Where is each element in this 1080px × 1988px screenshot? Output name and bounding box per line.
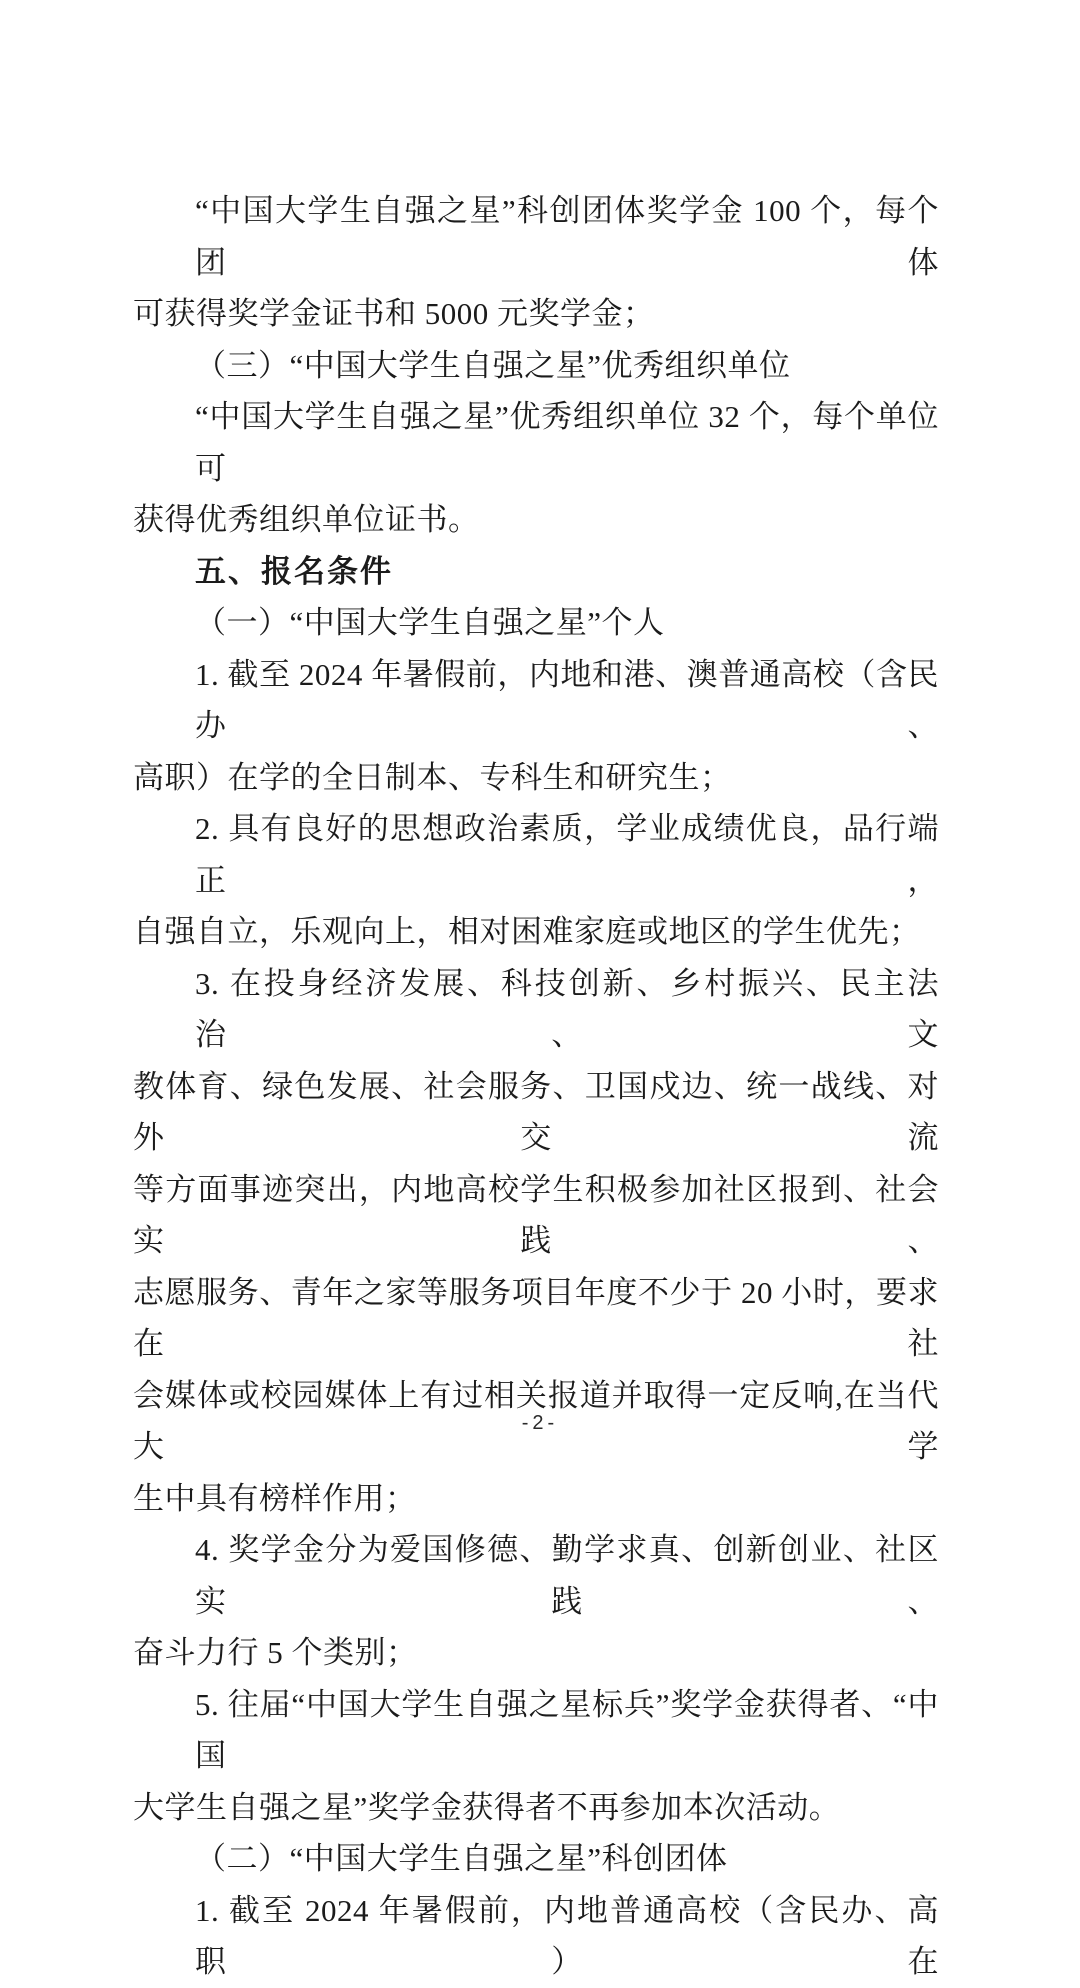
text-line: 5. 往届“中国大学生自强之星标兵”奖学金获得者、“中国	[195, 1686, 939, 1773]
document-body	[133, 185, 939, 1988]
text-line: （二）“中国大学生自强之星”科创团体	[195, 1841, 728, 1876]
text-line: “中国大学生自强之星”科创团体奖学金 100 个，每个团体	[195, 193, 939, 280]
text-line: 可获得奖学金证书和 5000 元奖学金；	[133, 296, 655, 331]
text-line: （三）“中国大学生自强之星”优秀组织单位	[195, 347, 791, 383]
text-line: 自强自立，乐观向上，相对困难家庭或地区的学生优先；	[133, 914, 921, 949]
page-footer	[0, 1412, 1080, 1435]
text-line: 等方面事迹突出，内地高校学生积极参加社区报到、社会实践、	[133, 1171, 939, 1258]
text-line: 会媒体或校园媒体上有过相关报道并取得一定反响,在当代大学	[133, 1377, 939, 1464]
text-line: （一）“中国大学生自强之星”个人	[195, 605, 665, 640]
text-line: 1. 截至 2024 年暑假前，内地和港、澳普通高校（含民办、	[195, 656, 939, 743]
text-line: 教体育、绿色发展、社会服务、卫国戍边、统一战线、对外交流	[133, 1068, 939, 1155]
text-line: 高职）在学的全日制本、专科生和研究生；	[133, 759, 732, 795]
section-heading: 五、报名条件	[195, 553, 393, 589]
page-number: -2-	[521, 1412, 559, 1434]
text-line: 2. 具有良好的思想政治素质，学业成绩优良，品行端正，	[195, 811, 939, 898]
text-line: 3. 在投身经济发展、科技创新、乡村振兴、民主法治、文	[195, 965, 939, 1052]
text-line: “中国大学生自强之星”优秀组织单位 32 个，每个单位可	[195, 399, 939, 486]
text-line: 1. 截至 2024 年暑假前，内地普通高校（含民办、高职）在	[195, 1892, 939, 1979]
text-line: 志愿服务、青年之家等服务项目年度不少于 20 小时，要求在社	[133, 1274, 939, 1361]
text-line: 大学生自强之星”奖学金获得者不再参加本次活动。	[133, 1789, 841, 1825]
text-line: 奋斗力行 5 个类别；	[133, 1635, 418, 1670]
text-line: 4. 奖学金分为爱国修德、勤学求真、创新创业、社区实践、	[195, 1532, 939, 1619]
text-line: 生中具有榜样作用；	[133, 1480, 417, 1516]
text-line: 获得优秀组织单位证书。	[133, 502, 480, 537]
